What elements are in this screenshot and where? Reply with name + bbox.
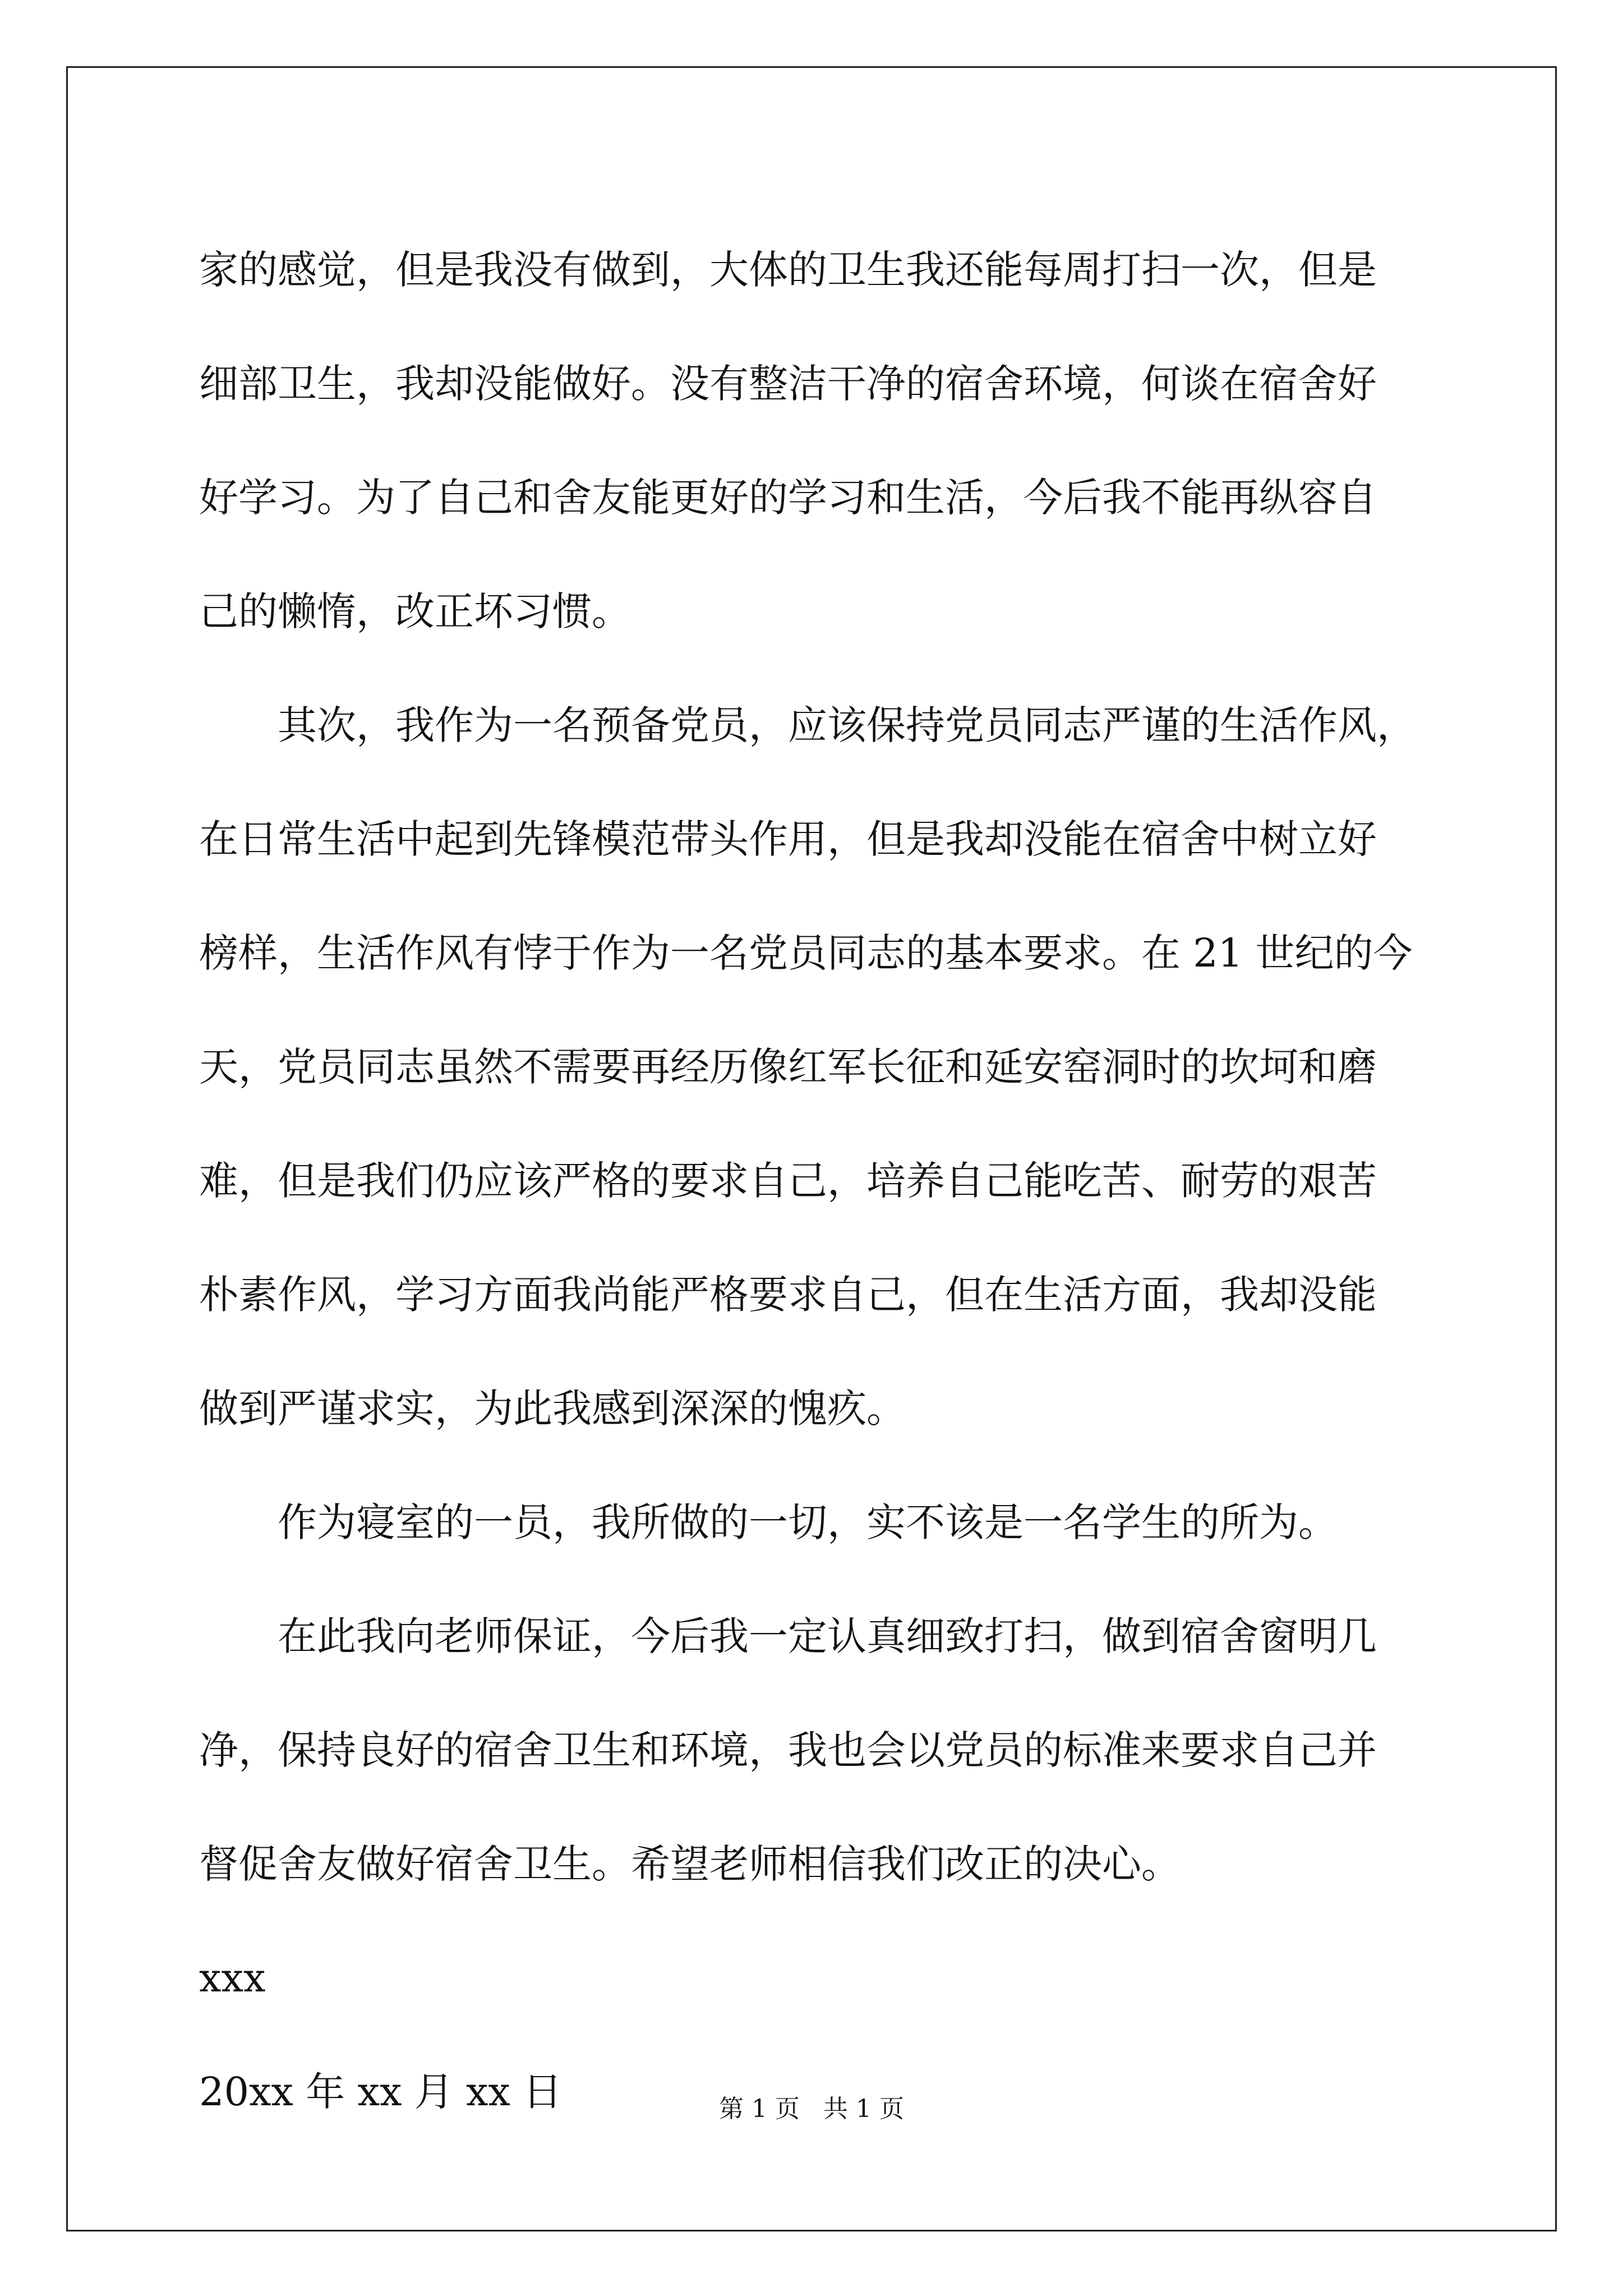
text-line: 细部卫生，我却没能做好。没有整洁干净的宿舍环境，何谈在宿舍好 (199, 361, 1377, 407)
text-line: 难，但是我们仍应该严格的要求自己，培养自己能吃苦、耐劳的艰苦 (199, 1158, 1377, 1204)
paragraph-start-line: 作为寝室的一员，我所做的一切，实不该是一名学生的所为。 (278, 1499, 1338, 1545)
text-line: 榜样，生活作风有悖于作为一名党员同志的基本要求。在 21 世纪的今 (199, 930, 1413, 976)
paragraph-start-line: 其次，我作为一名预备党员，应该保持党员同志严谨的生活作风， (278, 702, 1416, 748)
text-line: 家的感觉，但是我没有做到，大体的卫生我还能每周打扫一次，但是 (199, 247, 1377, 293)
page-number-footer: 第 1 页 共 1 页 (719, 2095, 904, 2123)
text-line: 做到严谨求实，为此我感到深深的愧疚。 (199, 1386, 906, 1432)
paragraph-start-line: 在此我向老师保证，今后我一定认真细致打扫，做到宿舍窗明几 (278, 1613, 1377, 1659)
text-line: 好学习。为了自己和舍友能更好的学习和生活，今后我不能再纵容自 (199, 475, 1377, 521)
text-line: 在日常生活中起到先锋模范带头作用，但是我却没能在宿舍中树立好 (199, 816, 1377, 862)
text-line: 己的懒惰，改正坏习惯。 (199, 588, 631, 634)
text-line: 天，党员同志虽然不需要再经历像红军长征和延安窑洞时的坎坷和磨 (199, 1044, 1377, 1090)
text-line: 朴素作风，学习方面我尚能严格要求自己，但在生活方面，我却没能 (199, 1272, 1377, 1318)
document-body (199, 213, 1427, 2149)
text-line: 净，保持良好的宿舍卫生和环境，我也会以党员的标准来要求自己并 (199, 1727, 1377, 1773)
signature-date: 20xx 年 xx 月 xx 日 (199, 2069, 562, 2115)
text-line: 督促舍友做好宿舍卫生。希望老师相信我们改正的决心。 (199, 1841, 1181, 1887)
signature-name: xxx (199, 1955, 266, 2001)
